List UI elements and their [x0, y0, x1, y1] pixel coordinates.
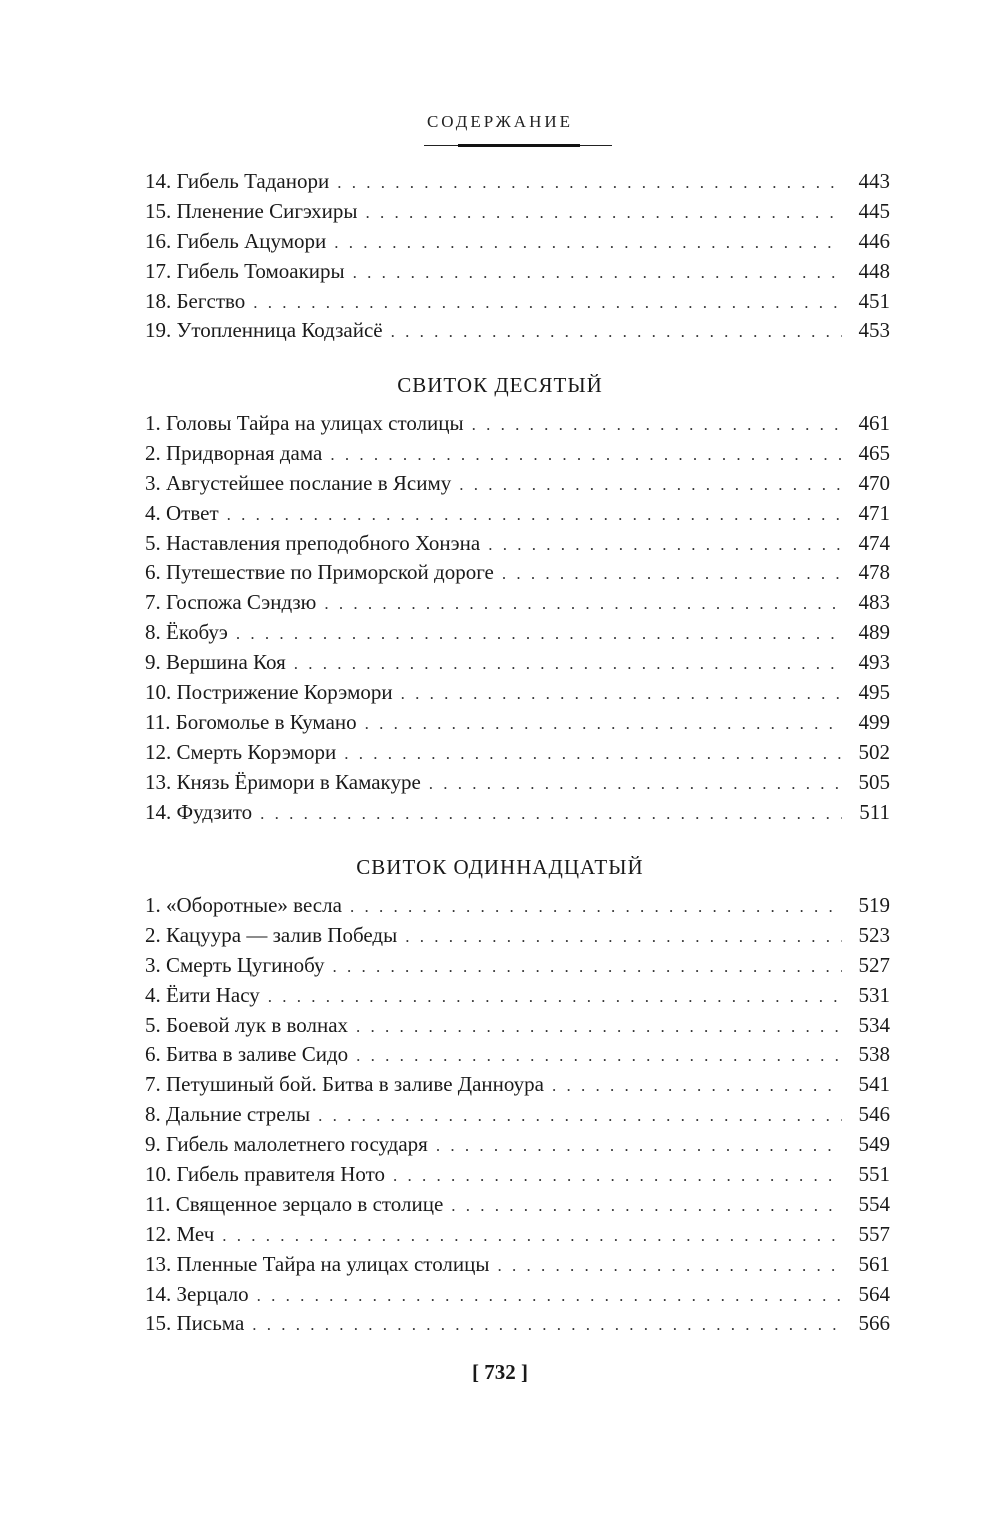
dot-leader: [227, 500, 842, 530]
toc-entry: [145, 981, 890, 1011]
dot-leader: [236, 619, 842, 649]
toc-entry-title: 10. Гибель правителя Ното: [145, 1162, 386, 1187]
toc-entry: [145, 409, 890, 439]
dot-leader: [365, 198, 842, 228]
toc-entry-page-number: 566: [858, 1311, 890, 1336]
dot-leader: [502, 559, 842, 589]
toc-entry-title: 15. Письма: [145, 1311, 245, 1336]
toc-entry: [145, 167, 890, 197]
dot-leader: [222, 1221, 842, 1251]
dot-leader: [332, 952, 842, 982]
toc-entry: [145, 197, 890, 227]
toc-entry: [145, 558, 890, 588]
toc-entry-page-number: 561: [858, 1251, 890, 1276]
toc-entry: [145, 529, 890, 559]
dot-leader: [260, 799, 842, 829]
toc-entry-title: 5. Боевой лук в волнах: [145, 1012, 349, 1037]
toc-entry-page-number: 446: [858, 228, 890, 253]
toc-entry: [145, 1100, 890, 1130]
dot-leader: [497, 1251, 842, 1281]
toc-entry-title: 11. Священное зерцало в столице: [145, 1191, 444, 1216]
toc-entry-page-number: 549: [858, 1132, 890, 1157]
toc-entry: [145, 648, 890, 678]
toc-entry: [145, 678, 890, 708]
toc-entry: [145, 921, 890, 951]
toc-entry-title: 9. Гибель малолетнего государя: [145, 1132, 428, 1157]
toc-entry-page-number: 551: [858, 1162, 890, 1187]
toc-entry-title: 2. Придворная дама: [145, 440, 323, 465]
dot-leader: [365, 709, 842, 739]
toc-entry: [145, 1011, 890, 1041]
dot-leader: [356, 1012, 842, 1042]
toc-entry: [145, 1040, 890, 1070]
toc-entry-title: 13. Князь Ёримори в Камакуре: [145, 769, 421, 794]
toc-entry: [145, 768, 890, 798]
toc-entry-title: 11. Богомолье в Кумано: [145, 709, 357, 734]
toc-entry-page-number: 448: [858, 258, 890, 283]
dot-leader: [488, 530, 842, 560]
dot-leader: [391, 317, 842, 347]
toc-entry-title: 9. Вершина Коя: [145, 650, 286, 675]
dot-leader: [253, 288, 842, 318]
toc-entry-page-number: 499: [858, 709, 890, 734]
dot-leader: [318, 1101, 842, 1131]
toc-entry-page-number: 489: [858, 620, 890, 645]
toc-entry-title: 6. Путешествие по Приморской дороге: [145, 560, 494, 585]
toc-entry-title: 18. Бегство: [145, 288, 246, 313]
toc-entry-page-number: 495: [858, 680, 890, 705]
toc-entry-title: 2. Кацуура — залив Победы: [145, 922, 398, 947]
toc-entry-page-number: 557: [858, 1221, 890, 1246]
toc-entry-page-number: 471: [858, 500, 890, 525]
toc-entry-page-number: 451: [858, 288, 890, 313]
toc-entry-page-number: 461: [858, 411, 890, 435]
toc-entry-page-number: 531: [858, 982, 890, 1007]
toc-entry-page-number: 505: [858, 769, 890, 794]
dot-leader: [252, 1310, 842, 1340]
toc-entry-title: 14. Зерцало: [145, 1281, 249, 1306]
toc-entry: [145, 227, 890, 257]
toc-entry: [145, 951, 890, 981]
toc-entry: [145, 891, 890, 921]
toc-entry-page-number: 465: [858, 440, 890, 465]
toc-entry: [145, 1280, 890, 1310]
toc-entry-title: 3. Августейшее послание в Ясиму: [145, 470, 452, 495]
toc-entry: [145, 618, 890, 648]
toc-entry-page-number: 527: [858, 952, 890, 977]
toc-entry-title: 16. Гибель Ацумори: [145, 228, 327, 253]
dot-leader: [401, 679, 842, 709]
section-title-scroll-11: СВИТОК ОДИННАДЦАТЫЙ: [356, 855, 644, 879]
toc-entry-title: 8. Ёкобуэ: [145, 620, 228, 645]
header-rule-accent: [458, 144, 580, 147]
running-head: СОДЕРЖАНИЕ: [426, 112, 574, 131]
toc-entry: [145, 588, 890, 618]
toc-entry-title: 19. Утопленница Кодзайсё: [145, 318, 383, 343]
toc-entry: [145, 1220, 890, 1250]
section-title-scroll-10: СВИТОК ДЕСЯТЫЙ: [397, 373, 603, 397]
toc-entry: [145, 1130, 890, 1160]
dot-leader: [405, 922, 842, 952]
toc-entry-title: 14. Фудзито: [145, 799, 253, 824]
toc-entry-page-number: 443: [858, 169, 890, 193]
toc-entry-page-number: 546: [858, 1102, 890, 1127]
toc-entry-page-number: 564: [858, 1281, 890, 1306]
toc-block-2: [145, 409, 890, 827]
dot-leader: [268, 982, 842, 1012]
toc-entry-title: 4. Ёити Насу: [145, 982, 260, 1007]
toc-entry: [145, 287, 890, 317]
toc-entry: [145, 439, 890, 469]
toc-entry: [145, 469, 890, 499]
dot-leader: [429, 769, 842, 799]
toc-entry-title: 12. Меч: [145, 1221, 215, 1246]
dot-leader: [353, 258, 842, 288]
dot-leader: [459, 470, 842, 500]
toc-entry-page-number: 523: [858, 922, 890, 947]
toc-entry-page-number: 519: [858, 893, 890, 917]
toc-entry-page-number: 502: [858, 739, 890, 764]
toc-entry-page-number: 453: [858, 318, 890, 343]
dot-leader: [257, 1281, 842, 1311]
toc-entry-page-number: 483: [858, 590, 890, 615]
toc-entry-title: 5. Наставления преподобного Хонэна: [145, 530, 481, 555]
toc-entry-page-number: 478: [858, 560, 890, 585]
toc-entry-page-number: 474: [858, 530, 890, 555]
toc-entry: [145, 1250, 890, 1280]
dot-leader: [451, 1191, 842, 1221]
toc-entry-page-number: 445: [858, 198, 890, 223]
toc-entry-title: 3. Смерть Цугинобу: [145, 952, 325, 977]
dot-leader: [350, 892, 842, 922]
toc-entry-title: 1. Головы Тайра на улицах столицы: [145, 411, 464, 435]
dot-leader: [334, 228, 842, 258]
toc-entry: [145, 1160, 890, 1190]
toc-entry: [145, 316, 890, 346]
dot-leader: [330, 440, 842, 470]
dot-leader: [393, 1161, 842, 1191]
toc-entry-title: 10. Пострижение Корэмори: [145, 680, 393, 705]
toc-entry-page-number: 493: [858, 650, 890, 675]
toc-entry-title: 7. Госпожа Сэндзю: [145, 590, 317, 615]
toc-entry-page-number: 470: [858, 470, 890, 495]
toc-entry-page-number: 541: [858, 1072, 890, 1097]
toc-entry-title: 8. Дальние стрелы: [145, 1102, 311, 1127]
toc-block-1: [145, 167, 890, 346]
dot-leader: [337, 168, 842, 198]
toc-entry-title: 14. Гибель Таданори: [145, 169, 330, 193]
toc-entry-title: 17. Гибель Томоакиры: [145, 258, 345, 283]
toc-entry: [145, 1070, 890, 1100]
toc-entry: [145, 1309, 890, 1339]
toc-entry: [145, 738, 890, 768]
dot-leader: [436, 1131, 842, 1161]
toc-entry: [145, 708, 890, 738]
toc-block-3: [145, 891, 890, 1339]
page-number: [ 732 ]: [472, 1360, 528, 1384]
toc-entry-title: 7. Петушиный бой. Битва в заливе Данноура: [145, 1072, 544, 1097]
toc-entry-title: 4. Ответ: [145, 500, 219, 525]
toc-entry-title: 6. Битва в заливе Сидо: [145, 1042, 349, 1067]
toc-entry-page-number: 511: [859, 799, 890, 824]
toc-entry: [145, 499, 890, 529]
dot-leader: [356, 1041, 842, 1071]
dot-leader: [344, 739, 842, 769]
toc-entry: [145, 798, 890, 828]
dot-leader: [552, 1071, 842, 1101]
toc-entry: [145, 257, 890, 287]
dot-leader: [294, 649, 842, 679]
toc-entry-page-number: 554: [858, 1191, 890, 1216]
toc-entry-page-number: 534: [858, 1012, 890, 1037]
dot-leader: [324, 589, 842, 619]
toc-entry-page-number: 538: [858, 1042, 890, 1067]
dot-leader: [472, 410, 842, 440]
toc-entry: [145, 1190, 890, 1220]
toc-entry-title: 15. Пленение Сигэхиры: [145, 198, 358, 223]
toc-entry-title: 1. «Оборотные» весла: [145, 893, 342, 917]
toc-entry-title: 13. Пленные Тайра на улицах столицы: [145, 1251, 490, 1276]
toc-entry-title: 12. Смерть Корэмори: [145, 739, 337, 764]
